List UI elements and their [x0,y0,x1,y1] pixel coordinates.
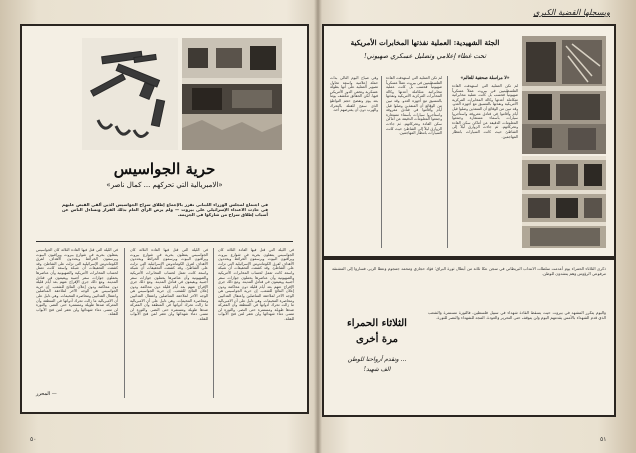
column-rule-2 [124,248,125,398]
article-intro: في اجتماع لمجلس الوزراء اللبناني تقرر بالإجماع إطلاق سراح الجواسيس الذين ألقي القبض عليهم في حادث الاعتداء الإسرائيلي على بيروت — ولم يرض الرأي العام بذلك القرار وتساءل الناس عن أسباب إطلاق سراح من شاركوا في الجريمة. [62,202,268,217]
bottom-body-main: واليوم يتكرر المشهد في بيروت حيث يسقط القادة شهداء في سبيل فلسطين، فالثورة مستمرة والشعب الذي قدم الشهداء بالأمس يقدمهم اليوم ولن يتوقف حتى التحرير والعودة. المجد للشهداء والنصر للثورة. [428,310,606,320]
building-photo-bottom [522,156,606,248]
right-body-col-1: لم تكن العملية التي استهدفت القادة الفلسطينيين في بيروت عملاً عسكرياً صهيونياً فحسب بل كانت عملية مخابراتية متكاملة أعدتها وكالة المخابرات المركزية الأمريكية ونفذتها بالتنسيق مع أجهزة العدو. وقد تبين من الوقائع أن المنفذين وصلوا قبل أيام وأقاموا في فنادق معروفة واستأجروا سيارات بأسماء مستعارة وجمعوا المعلومات الدقيقة عن أماكن سكن القادة وتحركاتهم. ثم جاءت الزوارق ليلاً إلى الشاطئ حيث كانت السيارات بانتظار المهاجمين. [452,84,518,139]
article-title: حرية الجواسيس [113,160,216,178]
right-body-col-2: لم تكن العملية التي استهدفت القادة الفلسطينيين في بيروت عملاً عسكرياً صهيونياً فحسب بل كانت عملية مخابراتية متكاملة أعدتها وكالة المخابرات المركزية الأمريكية ونفذتها بالتنسيق مع أجهزة العدو. وقد تبين من الوقائع أن المنفذين وصلوا قبل أيام وأقاموا في فنادق معروفة واستأجروا سيارات بأسماء مستعارة وجمعوا المعلومات الدقيقة عن أماكن سكن القادة وتحركاتهم. ثم جاءت الزوارق ليلاً إلى الشاطئ حيث كانت السيارات بانتظار المهاجمين. [386,76,442,136]
right-article-title: الجثة الشهيدية: العملية نفذتها المخابرات الأمريكية [350,38,500,47]
right-page-number: ٥١ [600,436,607,443]
article-body-col-left: في الليلة التي قتل فيها القادة الثلاثة كان الجواسيس يتنقلون بحرية في شوارع بيروت ويراقبون البيوت ويرسمون الخرائط ويحددون الأهداف لفرق الكوماندوس الإسرائيلية التي نزلت على الشاطئ. وقد كشفت التحقيقات أن شبكة واسعة كانت تعمل لحساب المخابرات الأمريكية والصهيونية وأن عناصرها يحملون جوازات سفر أجنبية ويقيمون في فنادق المدينة. ومع ذلك جرى الإفراج عنهم بعد أيام قليلة دون محاكمة ودون إعلان النتائج للشعب. إن حرية الجواسيس هي الوجه الآخر لملاحقة المناضلين واعتقال الفدائيين ومحاصرة المخيمات. وهي دليل على أن الامبريالية ما زالت تحرك أدواتها في المنطقة وأن المعركة ضدها طويلة ومستمرة حتى النصر. والثورة لن تنسى دماء شهدائها ولن تغفر لمن فتح الأبواب للقتلة. [36,248,118,317]
right-column-rule-2 [381,76,382,248]
bottom-kicker: ... ونقدم أرواحنا للوطن [347,356,407,363]
destroyed-building-photo [182,38,282,150]
column-small-headline: «لا مراسلة صحفية للعالم» [460,76,510,81]
building-photo-top [522,36,606,154]
right-article-frame [322,24,616,258]
page-gutter [314,0,322,453]
building-facade-graphic [522,156,606,248]
bottom-article-frame [322,258,616,417]
article-body-col-middle: في الليلة التي قتل فيها القادة الثلاثة كان الجواسيس يتنقلون بحرية في شوارع بيروت ويراقبون البيوت ويرسمون الخرائط ويحددون الأهداف لفرق الكوماندوس الإسرائيلية التي نزلت على الشاطئ. وقد كشفت التحقيقات أن شبكة واسعة كانت تعمل لحساب المخابرات الأمريكية والصهيونية وأن عناصرها يحملون جوازات سفر أجنبية ويقيمون في فنادق المدينة. ومع ذلك جرى الإفراج عنهم بعد أيام قليلة دون محاكمة ودون إعلان النتائج للشعب. إن حرية الجواسيس هي الوجه الآخر لملاحقة المناضلين واعتقال الفدائيين ومحاصرة المخيمات. وهي دليل على أن الامبريالية ما زالت تحرك أدواتها في المنطقة وأن المعركة ضدها طويلة ومستمرة حتى النصر. والثورة لن تنسى دماء شهدائها ولن تغفر لمن فتح الأبواب للقتلة. [130,248,208,321]
article-body-col-right: في الليلة التي قتل فيها القادة الثلاثة كان الجواسيس يتنقلون بحرية في شوارع بيروت ويراقبون البيوت ويرسمون الخرائط ويحددون الأهداف لفرق الكوماندوس الإسرائيلية التي نزلت على الشاطئ. وقد كشفت التحقيقات أن شبكة واسعة كانت تعمل لحساب المخابرات الأمريكية والصهيونية وأن عناصرها يحملون جوازات سفر أجنبية ويقيمون في فنادق المدينة. ومع ذلك جرى الإفراج عنهم بعد أيام قليلة دون محاكمة ودون إعلان النتائج للشعب. إن حرية الجواسيس هي الوجه الآخر لملاحقة المناضلين واعتقال الفدائيين ومحاصرة المخيمات. وهي دليل على أن الامبريالية ما زالت تحرك أدواتها في المنطقة وأن المعركة ضدها طويلة ومستمرة حتى النصر. والثورة لن تنسى دماء شهدائها ولن تغفر لمن فتح الأبواب للقتلة. [218,248,294,321]
section-divider [36,241,293,242]
building-graphic [182,38,282,150]
right-article-subtitle: تحت غطاء إعلامي وتضليل عسكري صهيوني! [364,52,486,60]
column-rule [213,248,214,398]
left-article-frame [20,24,309,414]
weapons-photo [82,38,178,150]
bottom-kicker-2: الف شهيد! [363,366,391,373]
bottom-body-top: ذكرى الثلاثاء الحمراء يوم أعدمت سلطات الانتداب البريطاني في سجن عكا ثلاثة من أبطال ثورة البراق: فؤاد حجازي ومحمد جمجوم وعطا الزير، فساروا إلى المشنقة مرفوعي الرؤوس وهم ينشدون للوطن. [332,266,606,276]
bottom-title: الثلاثاء الحمراء [347,318,407,329]
article-subtitle: «الامبريالية التي تحركهم ... كمال ناصر» [106,181,223,189]
article-signature: — المحرر [36,391,57,397]
damaged-building-graphic [522,36,606,154]
handwritten-header: ويسجلها القضية الكبرى [533,8,610,17]
left-page-number: ٥٠ [30,436,37,443]
weapons-graphic [82,38,178,150]
right-body-col-3: وفي صباح اليوم التالي بدأت حملة إعلامية واسعة تحاول تصوير العملية على أنها بطولة عسكرية وتخفي الدور الأمريكي فيها. لكن الحقائق تتكشف يوماً بعد يوم وتفضح حجم التواطؤ الذي سمح للقتلة بالتحرك والهرب دون أن يعترضهم أحد. [330,76,378,113]
bottom-subtitle: مرة أخرى [356,334,398,345]
right-column-rule [447,76,448,248]
